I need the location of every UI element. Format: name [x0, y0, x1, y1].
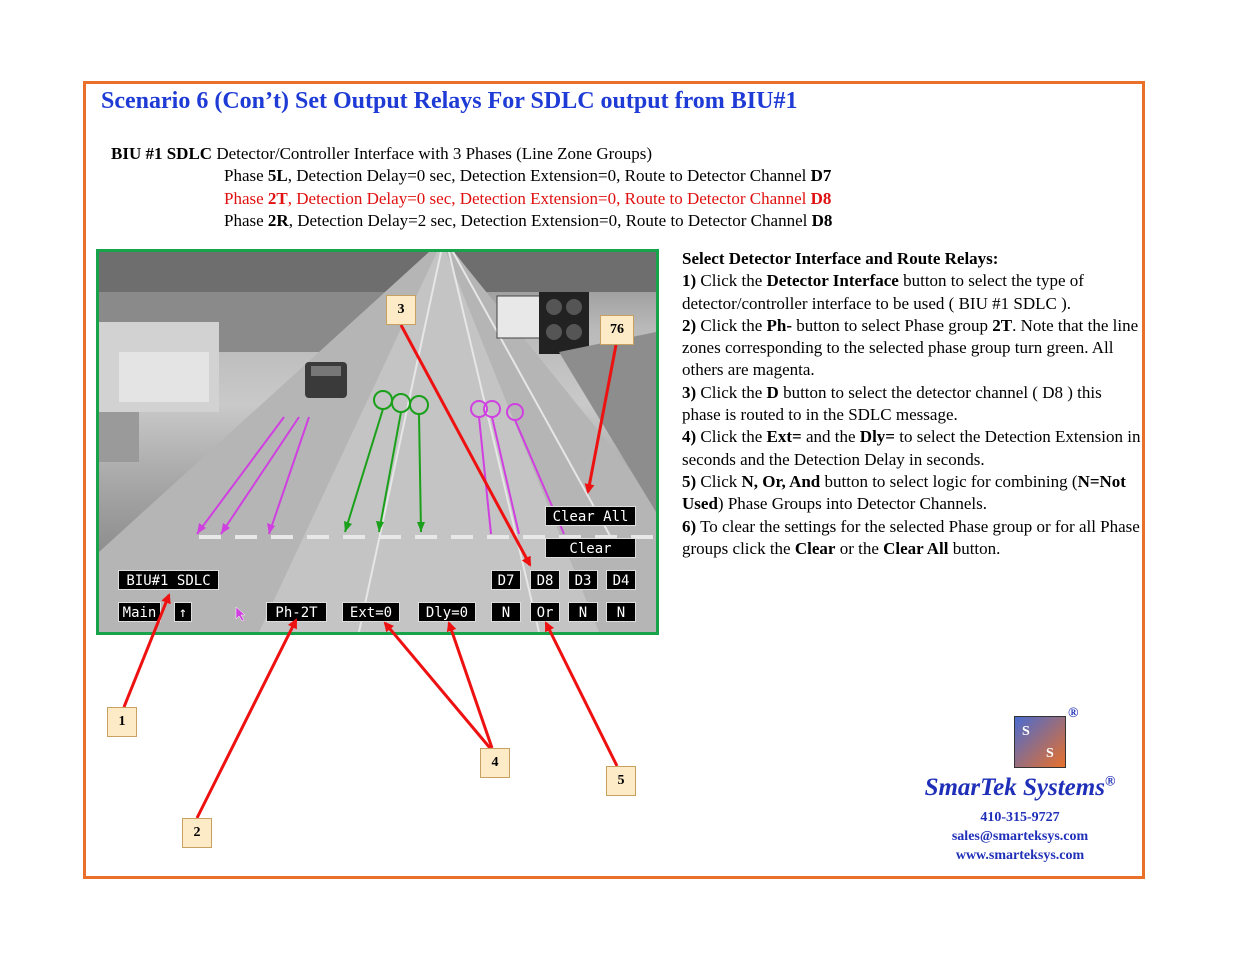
channel-button-d4[interactable]: D4 [606, 570, 636, 590]
phase-channel: D8 [810, 189, 832, 208]
phase-code: 5L [267, 166, 288, 185]
phase-channel: D8 [811, 211, 833, 230]
phase-line-2t [224, 189, 831, 209]
instruction-step-6: 6) To clear the settings for the selected Phase group or for all Phase groups click the Clear or the Clear All button. [682, 516, 1140, 558]
clear-all-button[interactable]: Clear All [545, 506, 636, 526]
phase-line-2r [224, 211, 832, 231]
instruction-step-5: 5) Click N, Or, And button to select logic for combining (N=Not Used) Phase Groups into Detector Channels. [682, 471, 1126, 514]
instruction-step-3: 3) Click the D button to select the detector channel ( D8 ) this phase is routed to in the SDLC message. [682, 382, 1102, 425]
phase-prefix: Phase [224, 189, 268, 208]
callout-2: 2 [182, 818, 212, 848]
logic-button-3[interactable]: N [568, 602, 598, 622]
instruction-step-1: 1) Click the Detector Interface button to select the type of detector/controller interface to be used ( BIU #1 SDLC ). [682, 271, 1084, 313]
callout-5: 5 [606, 766, 636, 796]
company-name [905, 774, 1135, 802]
extension-button[interactable]: Ext=0 [342, 602, 400, 622]
phase-prefix: Phase [224, 211, 268, 230]
video-detector-view [96, 249, 659, 635]
phase-code: 2T [267, 189, 288, 208]
logic-button-1[interactable]: N [491, 602, 521, 622]
company-logo [905, 708, 1135, 865]
interface-description: Detector/Controller Interface with 3 Phases (Line Zone Groups) [212, 144, 653, 163]
delay-button[interactable]: Dly=0 [418, 602, 476, 622]
interface-intro [111, 144, 652, 164]
logo-registered-mark: ® [1068, 706, 1079, 721]
clear-button[interactable]: Clear [545, 538, 636, 558]
detector-interface-button[interactable]: BIU#1 SDLC [118, 570, 219, 590]
logo-mark [990, 706, 1079, 768]
company-registered-mark: ® [1104, 774, 1116, 790]
phase-settings: , Detection Delay=0 sec, Detection Extension=0, Route to Detector Channel [287, 166, 811, 185]
callout-3: 3 [386, 295, 416, 325]
logic-button-4[interactable]: N [606, 602, 636, 622]
phase-settings: , Detection Delay=2 sec, Detection Extension=0, Route to Detector Channel [288, 211, 812, 230]
channel-button-d3[interactable]: D3 [568, 570, 598, 590]
phase-prefix: Phase [224, 166, 268, 185]
main-button[interactable]: Main [118, 602, 161, 622]
phase-code: 2R [267, 211, 289, 230]
logo-letter-bottom: S [1046, 746, 1054, 761]
instructions-panel [682, 248, 1142, 560]
logo-letter-top: S [1022, 724, 1030, 739]
phase-channel: D7 [810, 166, 832, 185]
company-website[interactable]: www.smarteksys.com [955, 848, 1085, 863]
interface-name: BIU #1 SDLC [111, 144, 213, 163]
up-arrow-button[interactable]: ↑ [174, 602, 192, 622]
logic-button-2[interactable]: Or [530, 602, 560, 622]
company-email[interactable]: sales@smarteksys.com [951, 829, 1089, 844]
phase-line-5l [224, 166, 831, 186]
channel-button-d8[interactable]: D8 [530, 570, 560, 590]
phase-settings: , Detection Delay=0 sec, Detection Extension=0, Route to Detector Channel [287, 189, 811, 208]
instruction-step-2: 2) Click the Ph- button to select Phase group 2T. Note that the line zones corresponding to the selected phase group turn green. All others are magenta. [682, 315, 1139, 380]
page-title: Scenario 6 (Con’t) Set Output Relays For SDLC output from BIU#1 [101, 88, 798, 114]
company-phone: 410-315-9727 [980, 810, 1060, 825]
instructions-heading: Select Detector Interface and Route Relays: [682, 249, 999, 268]
company-name-text: SmarTek Systems [924, 774, 1105, 801]
callout-76: 76 [600, 315, 634, 345]
callout-4: 4 [480, 748, 510, 778]
callout-1: 1 [107, 707, 137, 737]
channel-button-d7[interactable]: D7 [491, 570, 521, 590]
instruction-step-4: 4) Click the Ext= and the Dly= to select the Detection Extension in seconds and the Detection Delay in seconds. [682, 427, 1141, 469]
phase-button[interactable]: Ph-2T [266, 602, 327, 622]
